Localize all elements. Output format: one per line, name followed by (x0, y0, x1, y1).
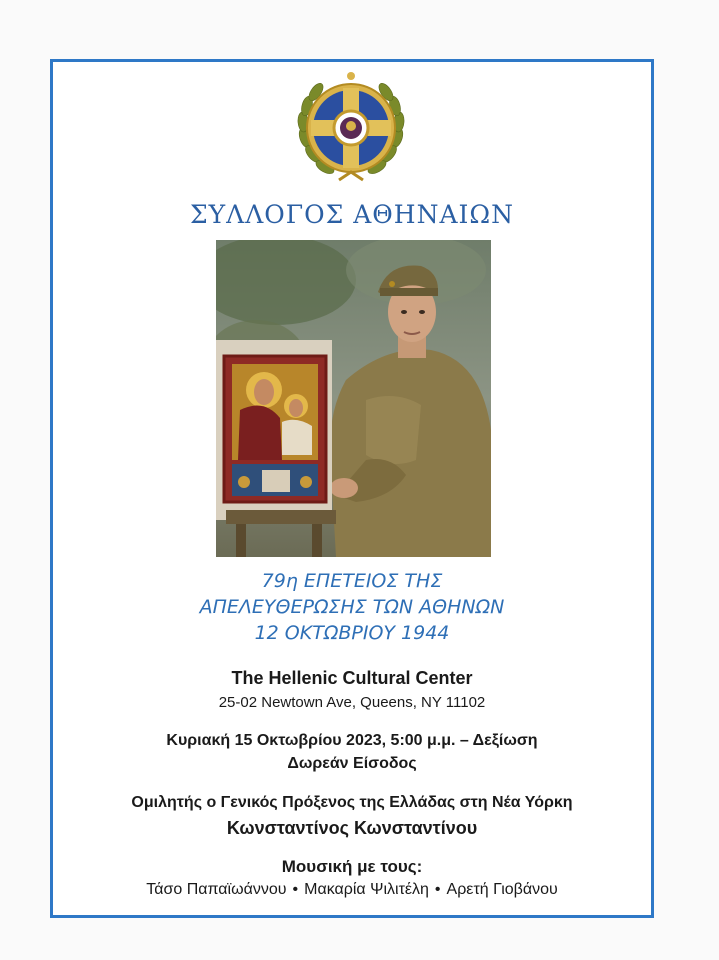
bullet-separator: • (292, 881, 299, 898)
musician-name: Τάσο Παπαϊωάννου (146, 881, 287, 898)
event-heading-line-2: ΑΠΕΛΕΥΘΕΡΩΣΗΣ ΤΩΝ ΑΘΗΝΩΝ (199, 596, 505, 618)
event-heading (50, 568, 654, 646)
musician-name: Μακαρία Ψιλιτέλη (304, 881, 429, 898)
laurel-cross-emblem-icon (291, 68, 411, 190)
event-date: Κυριακή 15 Οκτωβρίου 2023, 5:00 μ.μ. – Δεξίωση (166, 732, 538, 749)
event-heading-line-1: 79η ΕΠΕΤΕΙΟΣ ΤΗΣ (261, 570, 443, 592)
speaker-description: Ομιλητής ο Γενικός Πρόξενος της Ελλάδας στη Νέα Υόρκη (131, 794, 573, 811)
event-heading-line-3: 12 ΟΚΤΩΒΡΙΟΥ 1944 (254, 622, 450, 644)
speaker-name: Κωνσταντίνος Κωνσταντίνου (226, 818, 478, 838)
entry-info: Δωρεάν Είσοδος (287, 755, 417, 772)
bullet-separator: • (434, 881, 441, 898)
organization-title: ΣΥΛΛΟΓΟΣ ΑΘΗΝΑΙΩΝ (189, 200, 514, 229)
venue-address: 25-02 Newtown Ave, Queens, NY 11102 (218, 694, 486, 711)
musician-name: Αρετή Γιοβάνου (446, 881, 558, 898)
soldier-with-icon-photo (216, 240, 491, 557)
musicians-list (50, 881, 654, 899)
music-label: Μουσική με τους: (281, 857, 423, 876)
venue-name: The Hellenic Cultural Center (231, 668, 473, 688)
